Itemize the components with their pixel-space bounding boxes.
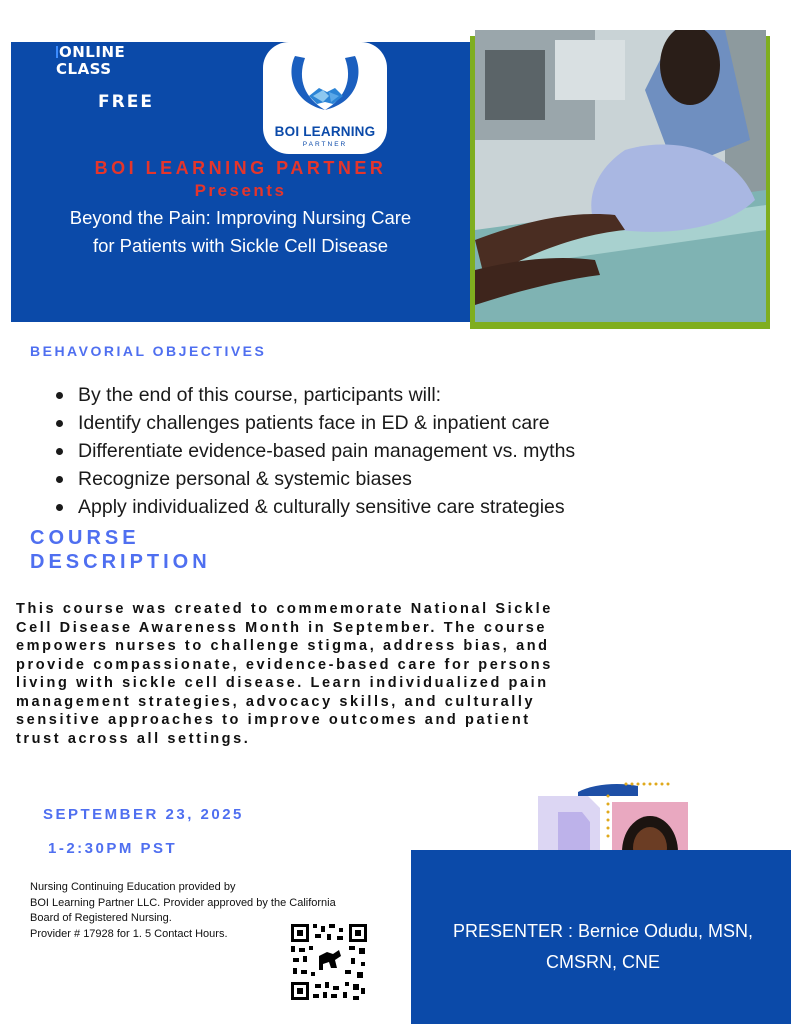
ce-info — [30, 880, 430, 942]
online-class-line1: ONLINE — [59, 43, 126, 61]
objective-item: Identify challenges patients face in ED & inpatient care — [52, 409, 575, 437]
qr-code-icon[interactable] — [289, 922, 369, 1002]
description-line: living with sickle cell disease. Learn individualized pain — [16, 675, 549, 691]
course-description-body — [16, 600, 716, 748]
description-line: trust across all settings. — [16, 730, 251, 747]
org-name: BOI LEARNING PARTNER — [94, 158, 387, 178]
description-line: Cell Disease Awareness Month in September. The course — [16, 619, 548, 636]
objectives-list — [52, 381, 575, 521]
ce-line: Provider # 17928 for 1. 5 Contact Hours. — [30, 927, 228, 940]
description-line: provide compassionate, evidence-based care for persons — [16, 656, 553, 673]
course-description-heading-line2: DESCRIPTION — [30, 551, 211, 573]
course-description-heading — [30, 526, 211, 574]
objectives-heading: BEHAVORIAL OBJECTIVES — [30, 343, 267, 359]
objective-item: Apply individualized & culturally sensitive care strategies — [52, 493, 575, 521]
description-line: This course was created to commemorate National Sickle — [16, 601, 553, 617]
ce-line: Board of Registered Nursing. — [30, 912, 172, 924]
course-title-line1: Beyond the Pain: Improving Nursing Care — [69, 207, 412, 228]
event-date: SEPTEMBER 23, 2025 — [43, 806, 244, 823]
logo-subtitle: PARTNER — [302, 141, 348, 148]
description-line: empowers nurses to challenge stigma, address bias, and — [16, 638, 550, 654]
course-description-heading-line1: COURSE — [30, 527, 140, 549]
objective-item: By the end of this course, participants will: — [52, 381, 575, 409]
event-time: 1-2:30PM PST — [48, 840, 178, 857]
course-title — [18, 204, 463, 260]
description-line: sensitive approaches to improve outcomes and patient — [16, 712, 531, 728]
objective-item: Differentiate evidence-based pain management vs. myths — [52, 437, 575, 465]
free-label: FREE — [98, 92, 154, 112]
online-class-label — [56, 44, 125, 78]
objective-item: Recognize personal & systemic biases — [52, 465, 575, 493]
logo-title: BOI LEARNING — [274, 124, 376, 139]
handshake-logo-icon — [283, 50, 367, 126]
course-title-line2: for Patients with Sickle Cell Disease — [92, 235, 389, 256]
boi-logo — [263, 42, 387, 154]
presenter-line2: CMSRN, CNE — [545, 952, 660, 972]
presenter-info — [418, 916, 788, 978]
description-line: management strategies, advocacy skills, and culturally — [16, 693, 536, 710]
presents-label: Presents — [194, 181, 287, 200]
patient-photo — [475, 30, 766, 322]
online-class-line2: CLASS — [56, 60, 112, 78]
ce-line: Nursing Continuing Education provided by — [30, 881, 236, 893]
ce-line: BOI Learning Partner LLC. Provider approved by the California — [30, 896, 336, 909]
presenter-line1: PRESENTER : Bernice Odudu, MSN, — [452, 921, 754, 941]
